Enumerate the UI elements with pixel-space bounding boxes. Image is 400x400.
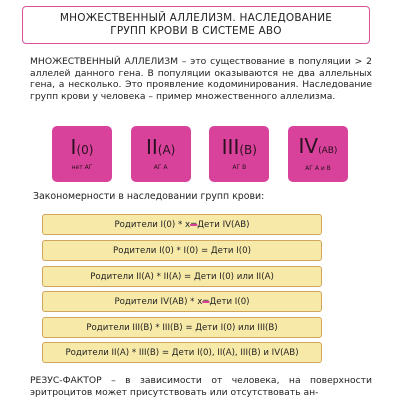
card-subscript: (0) [76, 143, 94, 157]
not-equal-sign: = [190, 219, 198, 230]
card-numeral: I [70, 135, 77, 159]
blood-group-card-iv [288, 126, 348, 182]
intro-paragraph: МНОЖЕСТВЕННЫЙ АЛЛЕЛИЗМ – это существование в популяции > 2 аллелей данного гена. В популяции оказываются не два аллельных гена, а несколько. Это проявление кодоминирования. Наследование групп крови у человека – пример множественного аллелизма. [30, 56, 372, 102]
rule-text-right: Дети IV(АВ) [197, 219, 250, 230]
rule-box [42, 317, 322, 338]
rule-text-left: Родители IV(АВ) * х [114, 296, 203, 307]
card-caption: АГ В [232, 164, 247, 171]
rule-box [42, 214, 322, 235]
not-equal-sign: = [202, 296, 210, 307]
rule-text: Родители III(В) * III(В) = Дети I(0) или III(В) [86, 322, 278, 333]
page-title: МНОЖЕСТВЕННЫЙ АЛЛЕЛИЗМ. НАСЛЕДОВАНИЕ ГРУПП КРОВИ В СИСТЕМЕ АВО [59, 12, 333, 37]
card-subscript: (В) [239, 143, 257, 157]
rule-text: Родители I(0) * I(0) = Дети I(0) [113, 245, 251, 256]
rule-box [42, 240, 322, 261]
blood-group-card-i [52, 126, 112, 182]
card-numeral: III [221, 135, 240, 159]
rh-factor-paragraph: РЕЗУС-ФАКТОР – в зависимости от человека, на поверхности эритроцитов может присутствовать или отсутствовать ан- [30, 375, 372, 398]
rule-box [42, 342, 322, 363]
blood-group-card-ii [131, 126, 191, 182]
blood-group-card-iii [209, 126, 269, 182]
card-caption: АГ А и В [305, 165, 331, 172]
title-box [22, 6, 370, 44]
card-numeral: II [145, 135, 158, 159]
rule-text-left: Родители I(0) * х [114, 219, 191, 230]
rule-text-right: Дети I(0) [209, 296, 250, 307]
card-numeral: IV [298, 134, 319, 158]
card-caption: АГ А [153, 164, 168, 171]
card-subscript: (АВ) [318, 146, 338, 156]
blood-group-cards [52, 126, 348, 182]
rule-text: Родители II(А) * III(В) = Дети I(0), II(А), III(В) и IV(АВ) [65, 347, 299, 358]
card-caption: нет АГ [71, 164, 93, 171]
card-subscript: (А) [157, 143, 176, 157]
rule-box [42, 266, 322, 287]
rule-box [42, 291, 322, 312]
rule-text: Родители II(А) * II(А) = Дети I(0) или II(А) [90, 271, 274, 282]
rules-subheading: Закономерности в наследовании групп крови: [33, 191, 265, 202]
